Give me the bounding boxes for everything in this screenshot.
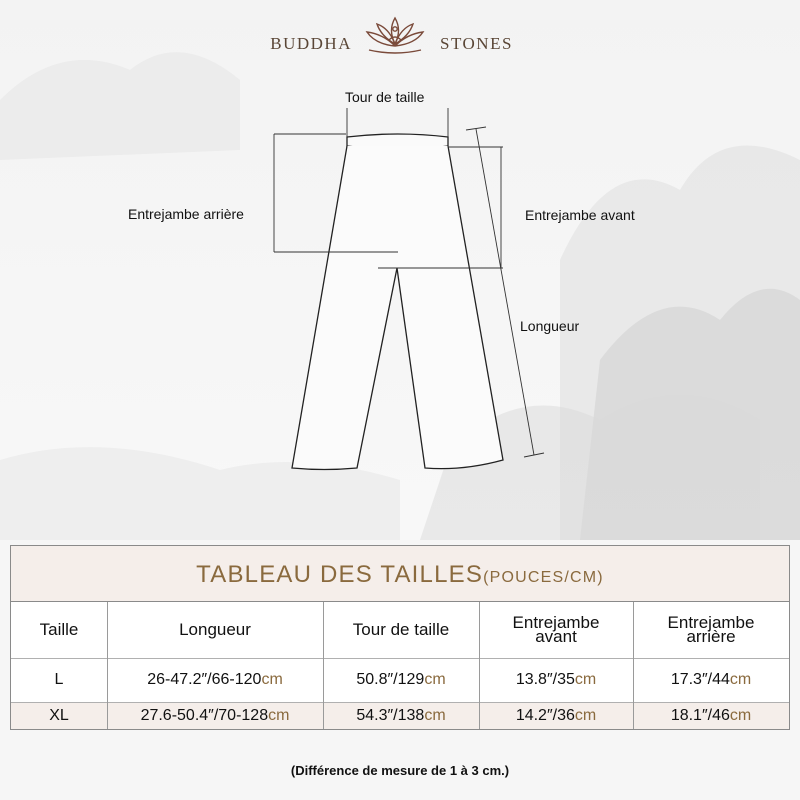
header-size: Taille <box>39 620 79 639</box>
length-unit: cm <box>268 706 290 724</box>
column-divider <box>479 602 480 729</box>
waist-cell <box>323 702 479 729</box>
header-back-rise-line1: Entrejambe <box>667 613 755 632</box>
length-unit: cm <box>261 671 283 688</box>
brand-name-right: STONES <box>440 34 513 53</box>
size-cell: L <box>54 671 64 688</box>
waist-cell <box>323 658 479 702</box>
length-cell <box>107 702 323 729</box>
back-rise-cell <box>633 658 789 702</box>
size-chart-table <box>10 545 790 730</box>
table-row <box>11 658 789 702</box>
back-rise-unit: cm <box>729 706 752 724</box>
front-rise-value: 14.2″/36 <box>515 706 575 724</box>
length-value: 27.6-50.4″/70-128 <box>140 706 269 724</box>
waist-value: 50.8″/129 <box>356 671 425 688</box>
waist-label: Tour de taille <box>345 89 425 105</box>
length-cell <box>107 658 323 702</box>
size-chart-title <box>11 546 789 602</box>
size-cell: XL <box>49 706 69 724</box>
waist-value: 54.3″/138 <box>356 706 425 724</box>
header-back-rise <box>633 602 789 658</box>
front-rise-unit: cm <box>574 706 597 724</box>
size-chart-title-units: (POUCES/CM) <box>483 569 604 586</box>
back-rise-cell <box>633 702 789 729</box>
waist-unit: cm <box>424 671 446 688</box>
length-value: 26-47.2″/66-120 <box>147 671 262 688</box>
header-length: Longueur <box>179 620 251 639</box>
brand-name-left: BUDDHA <box>270 34 352 53</box>
header-front-rise-line1: Entrejambe <box>512 613 600 632</box>
header-front-rise <box>479 602 633 658</box>
back-rise-value: 17.3″/44 <box>670 671 730 688</box>
length-label: Longueur <box>520 318 580 334</box>
table-row <box>11 702 789 729</box>
column-divider <box>633 602 634 729</box>
column-divider <box>107 602 108 729</box>
front-rise-label: Entrejambe avant <box>525 207 635 223</box>
row-divider <box>11 702 789 703</box>
measurement-note: (Différence de mesure de 1 à 3 cm.) <box>290 763 510 778</box>
row-divider <box>11 658 789 659</box>
size-chart-title-main: TABLEAU DES TAILLES <box>196 561 484 588</box>
front-rise-cell <box>479 702 633 729</box>
back-rise-value: 18.1″/46 <box>670 706 730 724</box>
column-divider <box>323 602 324 729</box>
table-header-row <box>11 602 789 658</box>
front-rise-cell <box>479 658 633 702</box>
header-waist: Tour de taille <box>352 620 450 639</box>
waist-unit: cm <box>424 706 446 724</box>
front-rise-value: 13.8″/35 <box>515 671 575 688</box>
back-rise-label: Entrejambe arrière <box>128 206 244 222</box>
back-rise-unit: cm <box>729 671 752 688</box>
front-rise-unit: cm <box>574 671 597 688</box>
header-front-rise-line2: avant <box>535 627 577 646</box>
header-back-rise-line2: arrière <box>686 627 736 646</box>
